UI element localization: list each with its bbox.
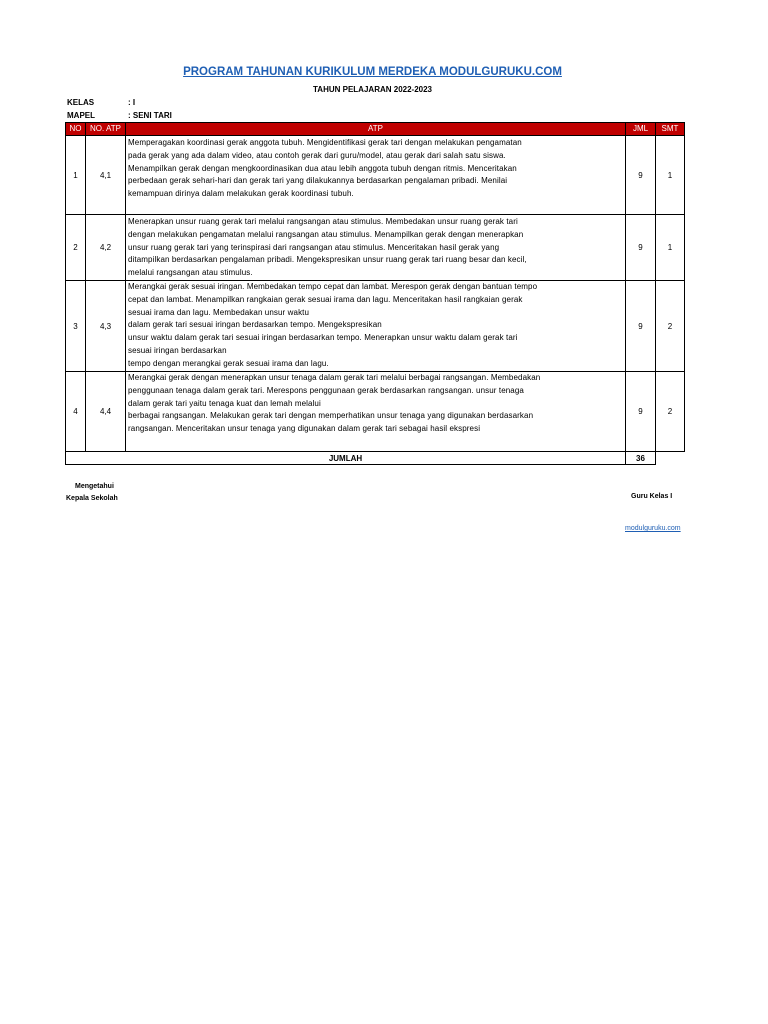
- row-atp-description: [126, 281, 626, 372]
- row-atp-description: [126, 136, 626, 215]
- row-no: 4: [66, 372, 86, 452]
- column-header-smt: SMT: [656, 123, 685, 136]
- atp-table: [65, 122, 685, 465]
- document-title: PROGRAM TAHUNAN KURIKULUM MERDEKA MODULGURUKU.COM: [183, 66, 562, 78]
- atp-line: Memperagakan koordinasi gerak anggota tubuh. Mengidentifikasi gerak tari dengan melakukan pengamatan: [128, 138, 522, 147]
- column-header-jml: JML: [626, 123, 656, 136]
- row-smt: 1: [656, 136, 685, 215]
- principal-signature-block: [66, 481, 118, 505]
- column-header-no: NO: [66, 123, 86, 136]
- table-row: [66, 372, 685, 452]
- row-atp-number: 4,1: [86, 136, 126, 215]
- column-header-no-atp: NO. ATP: [86, 123, 126, 136]
- table-header-row: [66, 123, 685, 136]
- row-smt: 2: [656, 281, 685, 372]
- total-value: 36: [626, 452, 656, 465]
- atp-line: pada gerak yang ada dalam video, atau contoh gerak dari guru/model, atau gerak dari salah satu siswa.: [128, 150, 506, 160]
- atp-line: cepat dan lambat. Menampilkan rangkaian gerak sesuai irama dan lagu. Menceritakan hasil rangkaian gerak: [128, 294, 523, 304]
- column-header-atp: ATP: [126, 123, 626, 136]
- atp-line: Merangkai gerak dengan menerapkan unsur tenaga dalam gerak tari melalui berbagai rangsangan. Membedakan: [128, 373, 541, 382]
- row-atp-description: [126, 215, 626, 281]
- row-no: 2: [66, 215, 86, 281]
- row-atp-description: [126, 372, 626, 452]
- atp-line: tempo dengan merangkai gerak sesuai irama dan lagu.: [128, 358, 329, 368]
- row-no: 1: [66, 136, 86, 215]
- website-link[interactable]: modulguruku.com: [625, 525, 681, 532]
- atp-line: penggunaan tenaga dalam gerak tari. Merespons penggunaan gerak berdasarkan rangsangan. unsur tenaga: [128, 385, 524, 395]
- atp-line: kemampuan dirinya dalam melakukan gerak koordinasi tubuh.: [128, 189, 354, 199]
- table-row: [66, 136, 685, 215]
- atp-line: unsur waktu dalam gerak tari sesuai iringan berdasarkan tempo. Menerapkan unsur waktu dalam gerak tari: [128, 333, 518, 343]
- atp-line: dalam gerak tari yaitu tenaga kuat dan lemah melalui: [128, 398, 321, 408]
- atp-line: Menampilkan gerak dengan mengkoordinasikan dua atau lebih anggota tubuh dengan ritmis. Menceritakan: [128, 163, 517, 173]
- row-smt: 2: [656, 372, 685, 452]
- principal-label: Kepala Sekolah: [66, 495, 118, 502]
- row-jml: 9: [626, 281, 656, 372]
- atp-line: dengan melakukan pengamatan melalui rangsangan atau stimulus. Menampilkan gerak dengan menerapkan: [128, 229, 524, 239]
- kelas-row: [67, 98, 135, 107]
- total-row: [66, 452, 685, 465]
- atp-line: berbagai rangsangan. Melakukan gerak tari dengan memperhatikan unsur tenaga yang digunakan berdasarkan: [128, 411, 534, 421]
- teacher-signature-label: Guru Kelas I: [631, 493, 673, 500]
- atp-line: sesuai irama dan lagu. Membedakan unsur waktu: [128, 307, 310, 317]
- row-atp-number: 4,3: [86, 281, 126, 372]
- atp-line: Merangkai gerak sesuai iringan. Membedakan tempo cepat dan lambat. Merespon gerak dengan bantuan tempo: [128, 282, 538, 291]
- mapel-value: : SENI TARI: [128, 111, 172, 120]
- kelas-value: : I: [128, 98, 136, 107]
- row-jml: 9: [626, 136, 656, 215]
- atp-line: perbedaan gerak sehari-hari dan gerak tari yang dilakukannya berdasarkan pengalaman pribadi. Menilai: [128, 176, 508, 186]
- atp-line: unsur ruang gerak tari yang terinspirasi dari rangsangan atau stimulus. Menceritakan hasil gerak yang: [128, 242, 500, 252]
- atp-line: dalam gerak tari sesuai iringan berdasarkan tempo. Mengekspresikan: [128, 320, 382, 330]
- atp-line: melalui rangsangan atau stimulus.: [128, 268, 253, 278]
- mapel-row: [67, 111, 172, 120]
- total-blank-cell: [656, 452, 685, 465]
- atp-line: ditampilkan berdasarkan pengalaman pribadi. Mengekspresikan unsur ruang gerak tari ruang besar dan kecil,: [128, 255, 527, 265]
- academic-year: TAHUN PELAJARAN 2022-2023: [313, 85, 432, 94]
- row-jml: 9: [626, 215, 656, 281]
- acknowledged-label: Mengetahui: [75, 483, 114, 490]
- total-label: JUMLAH: [66, 452, 626, 465]
- atp-line: rangsangan. Menceritakan unsur tenaga yang digunakan dalam gerak tari sebagai hasil ekspresi: [128, 424, 481, 434]
- row-smt: 1: [656, 215, 685, 281]
- row-atp-number: 4,4: [86, 372, 126, 452]
- atp-line: sesuai iringan berdasarkan: [128, 345, 227, 355]
- row-jml: 9: [626, 372, 656, 452]
- table-row: [66, 281, 685, 372]
- row-atp-number: 4,2: [86, 215, 126, 281]
- row-no: 3: [66, 281, 86, 372]
- atp-line: Menerapkan unsur ruang gerak tari melalui rangsangan atau stimulus. Membedakan unsur ruang gerak tari: [128, 217, 518, 227]
- table-row: [66, 215, 685, 281]
- mapel-label: MAPEL: [67, 111, 95, 120]
- kelas-label: KELAS: [67, 98, 95, 107]
